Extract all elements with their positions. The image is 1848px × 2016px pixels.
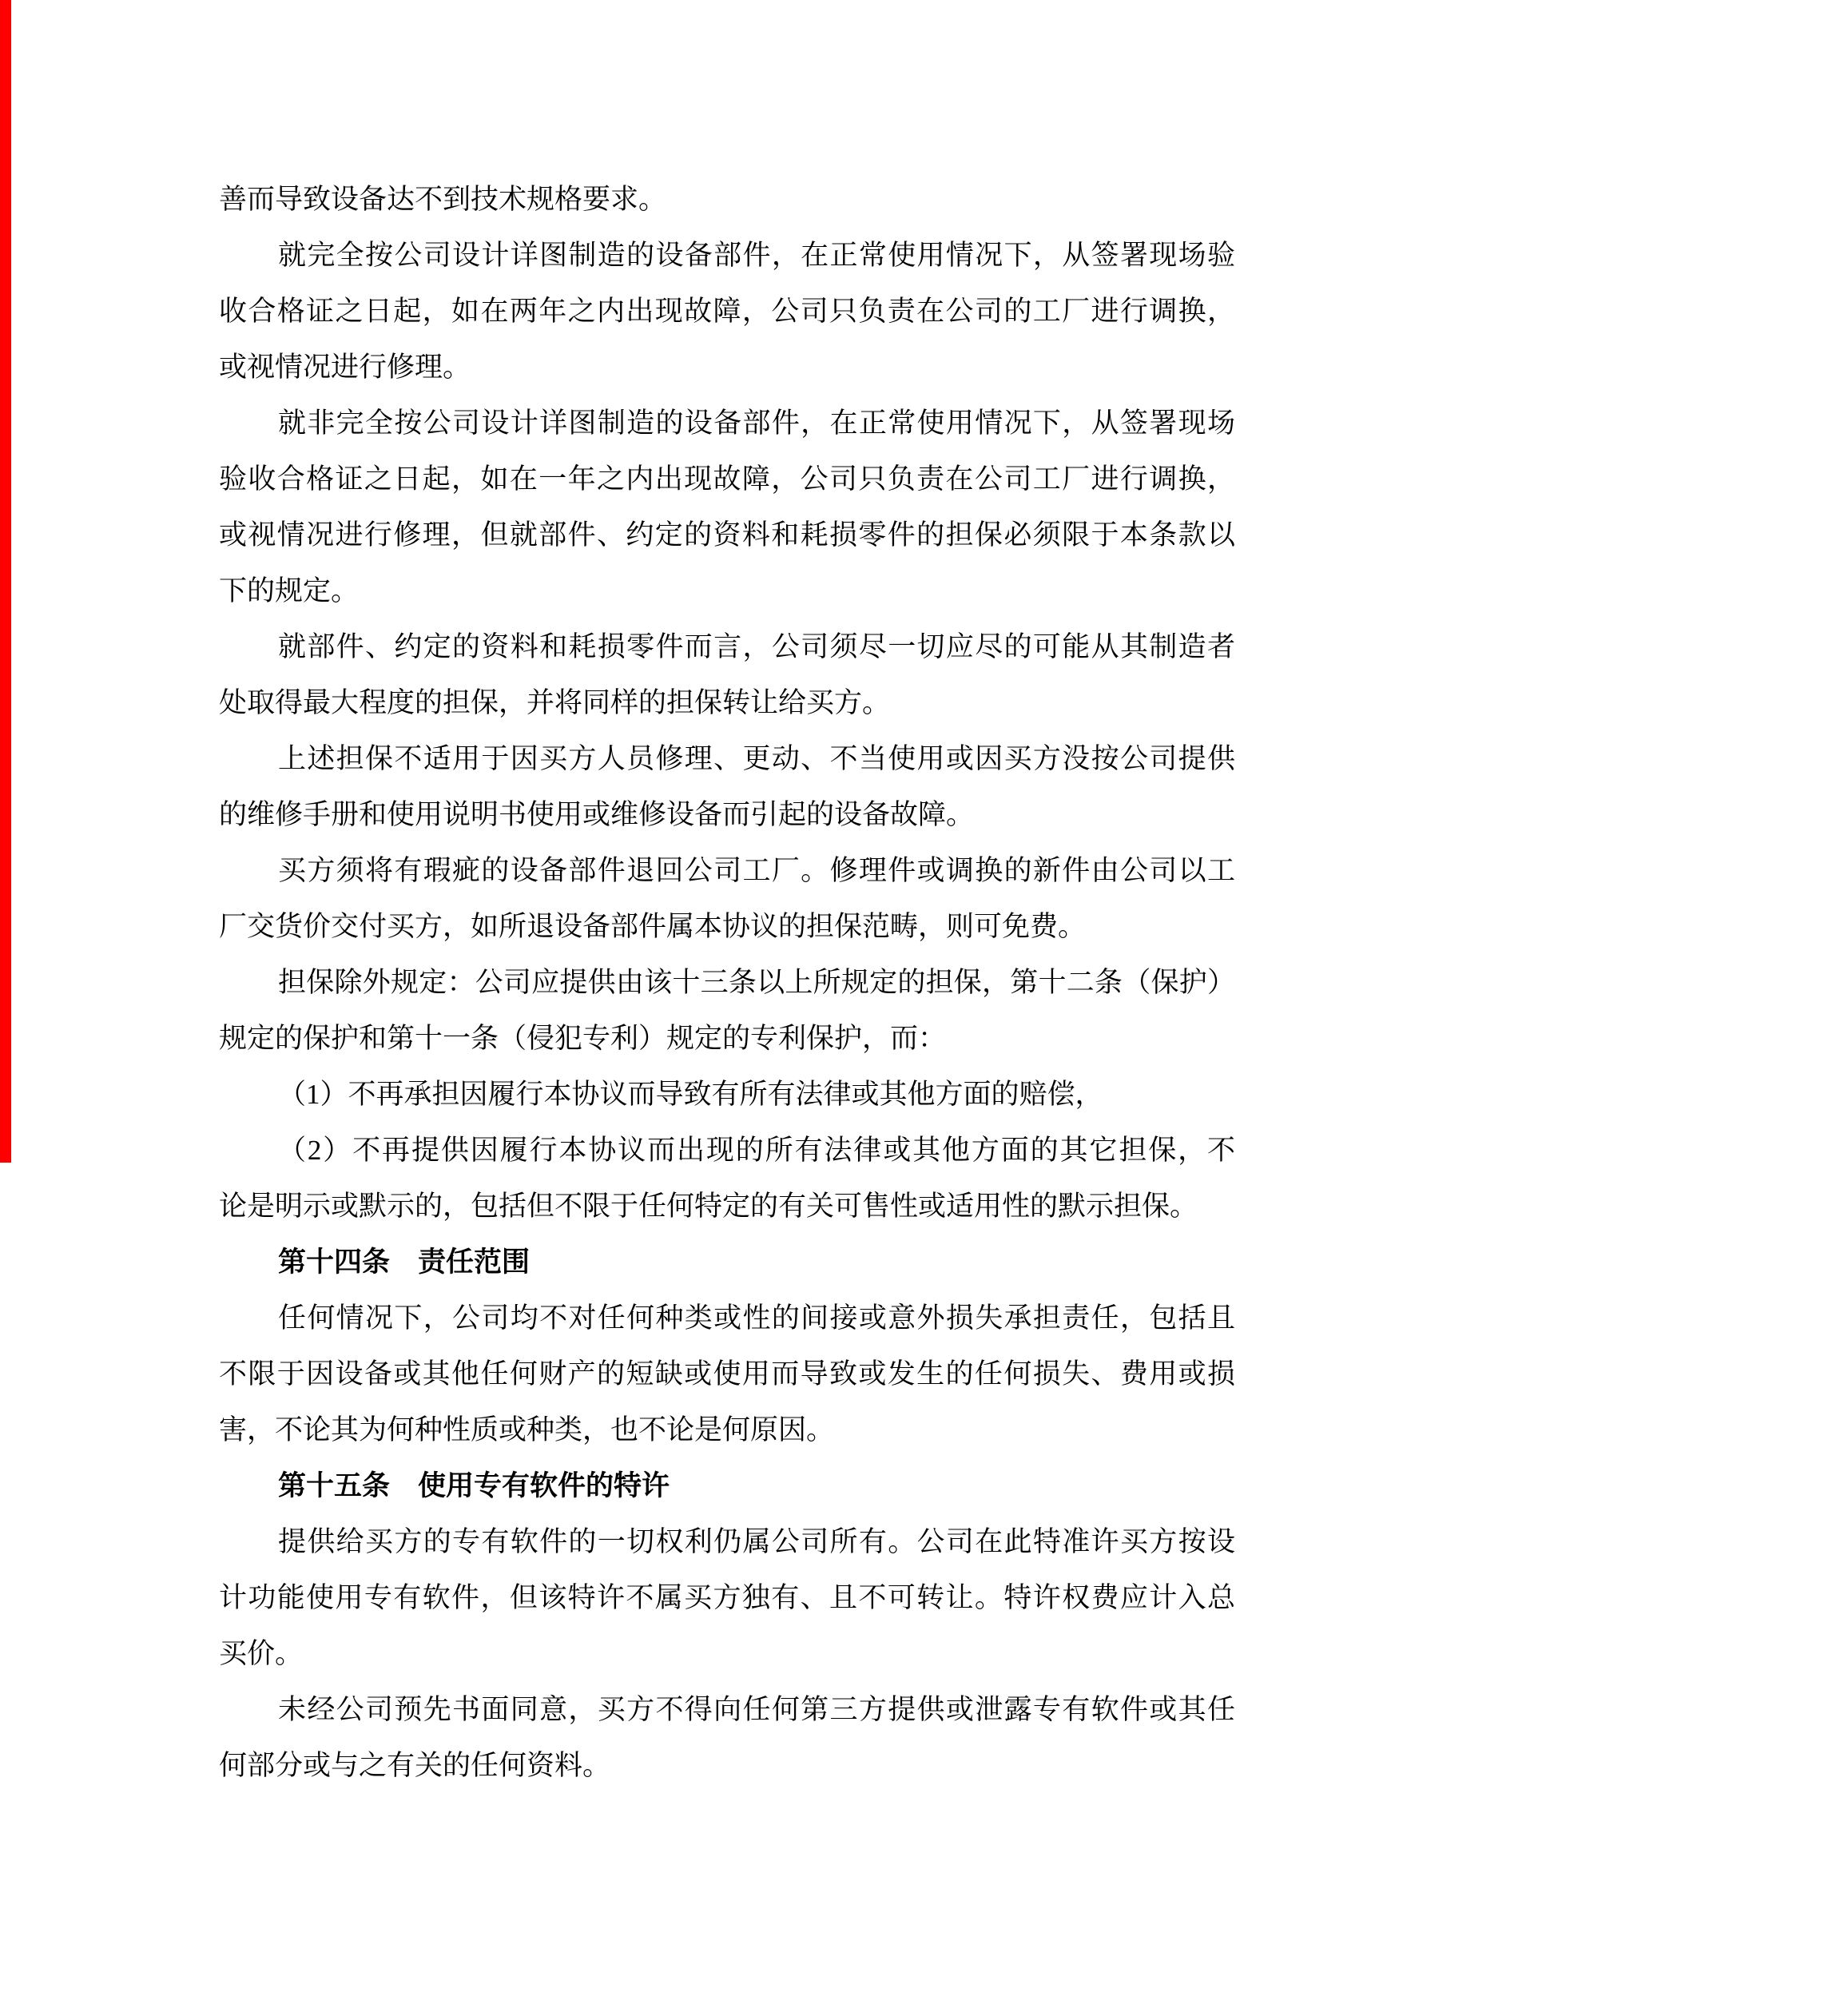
text-line: 何部分或与之有关的任何资料。: [219, 1750, 611, 1781]
text-line: 或视情况进行修理。: [219, 352, 471, 383]
text-line: 上述担保不适用于因买方人员修理、更动、不当使用或因买方没按公司提供: [278, 743, 1235, 774]
text-line: 害，不论其为何种性质或种类，也不论是何原因。: [219, 1414, 835, 1445]
text-line: 未经公司预先书面同意，买方不得向任何第三方提供或泄露专有软件或其任: [278, 1694, 1235, 1725]
left-edge-red-bar: [0, 0, 11, 1163]
text-line: 就非完全按公司设计详图制造的设备部件，在正常使用情况下，从签署现场: [278, 408, 1235, 439]
section-heading: 第十五条 使用专有软件的特许: [278, 1470, 670, 1501]
text-line: （1）不再承担因履行本协议而导致有所有法律或其他方面的赔偿，: [278, 1079, 1103, 1110]
text-line: 计功能使用专有软件，但该特许不属买方独有、且不可转让。特许权费应计入总: [219, 1582, 1235, 1613]
text-line: 任何情况下，公司均不对任何种类或性的间接或意外损失承担责任，包括且: [278, 1302, 1235, 1334]
text-line: 买价。: [219, 1638, 304, 1669]
text-line: 规定的保护和第十一条（侵犯专利）规定的专利保护，而：: [219, 1023, 947, 1054]
section-heading: 第十四条 责任范围: [278, 1247, 531, 1278]
text-line: 买方须将有瑕疵的设备部件退回公司工厂。修理件或调换的新件由公司以工: [278, 855, 1235, 886]
text-line: 不限于因设备或其他任何财产的短缺或使用而导致或发生的任何损失、费用或损: [219, 1358, 1235, 1390]
text-line: 验收合格证之日起，如在一年之内出现故障，公司只负责在公司工厂进行调换，: [219, 463, 1235, 495]
text-line: 厂交货价交付买方，如所退设备部件属本协议的担保范畴，则可免费。: [219, 911, 1087, 942]
text-line: 就完全按公司设计详图制造的设备部件，在正常使用情况下，从签署现场验: [278, 240, 1235, 271]
text-line: （2）不再提供因履行本协议而出现的所有法律或其他方面的其它担保，不: [278, 1135, 1235, 1166]
text-line: 下的规定。: [219, 575, 360, 606]
text-line: 或视情况进行修理，但就部件、约定的资料和耗损零件的担保必须限于本条款以: [219, 519, 1235, 551]
text-line: 处取得最大程度的担保，并将同样的担保转让给买方。: [219, 687, 891, 718]
text-line: 善而导致设备达不到技术规格要求。: [219, 184, 667, 215]
text-line: 论是明示或默示的，包括但不限于任何特定的有关可售性或适用性的默示担保。: [219, 1191, 1198, 1222]
text-line: 担保除外规定：公司应提供由该十三条以上所规定的担保，第十二条（保护）: [278, 967, 1235, 998]
document-text-column: [219, 172, 1235, 1794]
text-line: 的维修手册和使用说明书使用或维修设备而引起的设备故障。: [219, 799, 975, 830]
text-line: 就部件、约定的资料和耗损零件而言，公司须尽一切应尽的可能从其制造者: [278, 631, 1235, 662]
text-line: 提供给买方的专有软件的一切权利仍属公司所有。公司在此特准许买方按设: [278, 1526, 1235, 1557]
text-line: 收合格证之日起，如在两年之内出现故障，公司只负责在公司的工厂进行调换，: [219, 296, 1235, 327]
